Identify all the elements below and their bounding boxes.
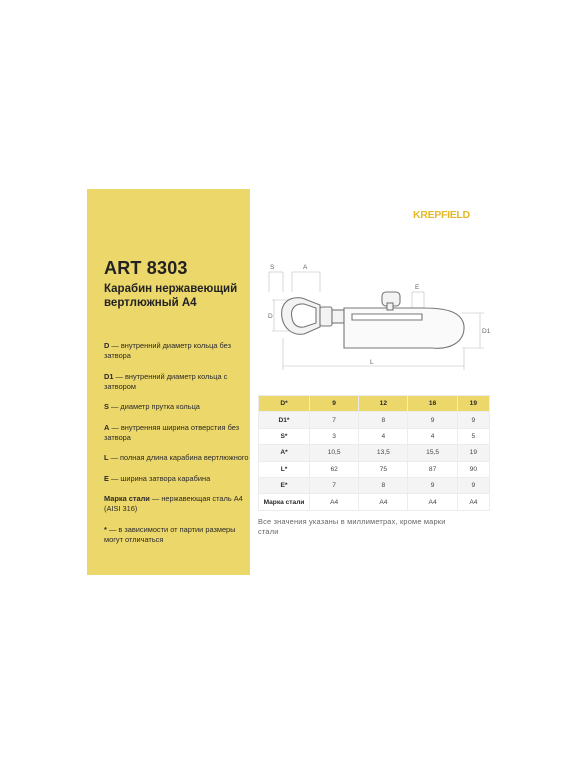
definition-l: L — полная длина карабина вертлюжного xyxy=(104,453,249,462)
definition-e: E — ширина затвора карабина xyxy=(104,473,211,483)
table-row xyxy=(259,494,490,510)
table-cell: 4 xyxy=(359,428,408,444)
table-row-label: Марка стали xyxy=(259,494,310,510)
dimension-e-label: E xyxy=(415,284,420,291)
table-cell: 7 xyxy=(310,412,359,428)
table-row-label: A* xyxy=(259,445,310,461)
table-header-cell: 9 xyxy=(310,396,359,412)
table-cell: 5 xyxy=(457,428,489,444)
definitions-list xyxy=(104,341,250,555)
dimension-s-label: S xyxy=(270,264,275,271)
brand-logo: KREPFIELD xyxy=(413,209,470,221)
table-cell: 8 xyxy=(359,477,408,493)
definition-steel: Марка стали — нержавеющая сталь А4 (AISI 316) xyxy=(104,494,243,513)
table-header-cell: 19 xyxy=(457,396,489,412)
units-note: Все значения указаны в миллиметрах, кроме марки стали xyxy=(258,517,446,536)
table-cell: 9 xyxy=(408,477,457,493)
table-row xyxy=(259,445,490,461)
definition-asterisk: * — в зависимости от партии размеры могут отличаться xyxy=(104,524,236,544)
table-cell: 9 xyxy=(457,412,489,428)
table-cell: 87 xyxy=(408,461,457,477)
table-row-label: L* xyxy=(259,461,310,477)
definition-s: S — диаметр прутка кольца xyxy=(104,402,200,411)
table-cell: 13,5 xyxy=(359,445,408,461)
table-header-cell: D* xyxy=(259,396,310,412)
table-cell: A4 xyxy=(408,494,457,510)
article-number: ART 8303 xyxy=(104,258,188,278)
table-row xyxy=(259,412,490,428)
dimension-l-label: L xyxy=(370,359,374,366)
table-row-label: D1* xyxy=(259,412,310,428)
table-cell: 90 xyxy=(457,461,489,477)
table-cell: 62 xyxy=(310,461,359,477)
definition-d: D — внутренний диаметр кольца без затвора xyxy=(104,341,231,360)
spec-table xyxy=(258,395,490,511)
table-cell: A4 xyxy=(457,494,489,510)
sidebar-panel xyxy=(87,189,250,575)
table-cell: 8 xyxy=(359,412,408,428)
table-cell: 3 xyxy=(310,428,359,444)
table-cell: A4 xyxy=(359,494,408,510)
product-subtitle: Карабин нержавеющий вертлюжный А4 xyxy=(104,283,238,309)
table-cell: 10,5 xyxy=(310,445,359,461)
dimension-a-label: A xyxy=(303,264,308,271)
table-row xyxy=(259,428,490,444)
table-row xyxy=(259,477,490,493)
table-cell: 15,5 xyxy=(408,445,457,461)
table-header-cell: 16 xyxy=(408,396,457,412)
definition-a: A — внутренняя ширина отверстия без затвора xyxy=(104,422,240,442)
table-header-row xyxy=(259,396,490,412)
table-row-label: E* xyxy=(259,477,310,493)
table-cell: 19 xyxy=(457,445,489,461)
table-cell: 9 xyxy=(408,412,457,428)
table-cell: 75 xyxy=(359,461,408,477)
table-cell: 4 xyxy=(408,428,457,444)
dimension-d-label: D xyxy=(268,313,273,320)
table-cell: A4 xyxy=(310,494,359,510)
definition-d1: D1 — внутренний диаметр кольца с затвором xyxy=(104,371,228,391)
table-cell: 9 xyxy=(457,477,489,493)
table-row xyxy=(259,461,490,477)
table-row-label: S* xyxy=(259,428,310,444)
table-cell: 7 xyxy=(310,477,359,493)
carabiner-diagram xyxy=(262,258,494,382)
table-header-cell: 12 xyxy=(359,396,408,412)
dimension-d1-label: D1 xyxy=(482,328,491,335)
